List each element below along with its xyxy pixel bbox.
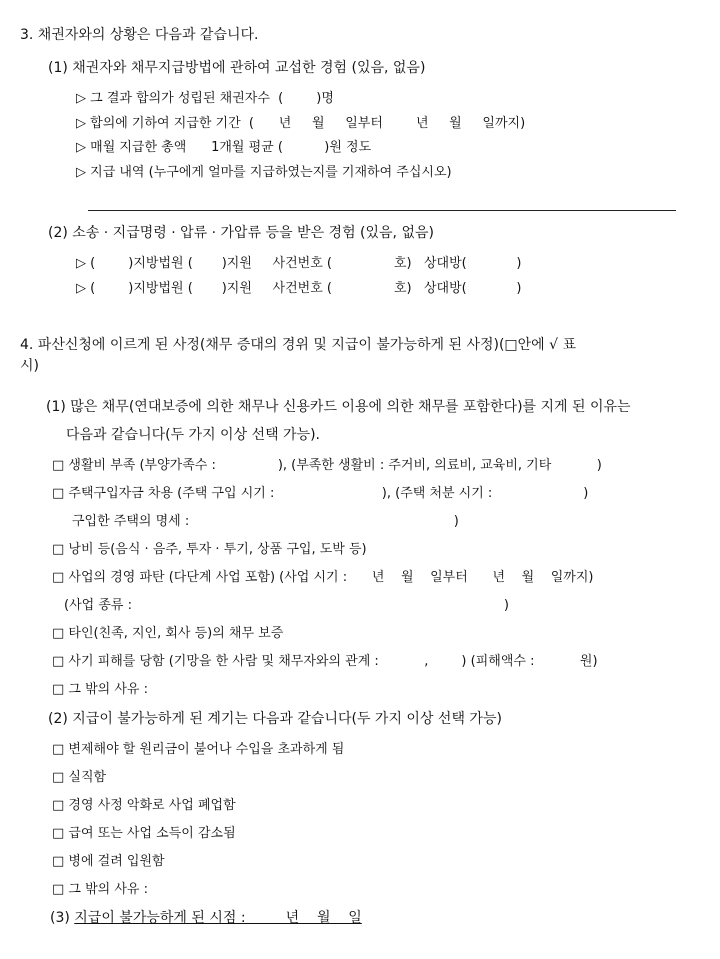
checkbox-item[interactable]: □ 주택구입자금 차용 (주택 구입 시기 : ), (주택 처분 시기 : )	[52, 486, 589, 501]
checkbox-item[interactable]: □ 생활비 부족 (부양가족수 : ), (부족한 생활비 : 주거비, 의료비, 교육비, 기타 )	[52, 458, 602, 473]
checkbox-item[interactable]: □ 그 밖의 사유 :	[52, 882, 148, 897]
q4-2-heading: (2) 지급이 불가능하게 된 계기는 다음과 같습니다(두 가지 이상 선택 가능)	[48, 711, 502, 727]
q3-2-heading: (2) 소송 · 지급명령 · 압류 · 가압류 등을 받은 경험 (있음, 없음)	[48, 225, 434, 241]
q3-2-item: ▷ ( )지방법원 ( )지원 사건번호 ( 호) 상대방( )	[76, 281, 522, 296]
section-4-title: 4. 파산신청에 이르게 된 사정(채무 증대의 경위 및 지급이 불가능하게 된 사정)(□안에 √ 표	[20, 337, 577, 353]
house-detail-line: 구입한 주택의 명세 : )	[72, 514, 459, 529]
checkbox-item[interactable]: □ 사기 피해를 당함 (기망을 한 사람 및 채무자와의 관계 : , ) (피해액수 : 원)	[52, 654, 598, 669]
business-type-line: (사업 종류 : )	[64, 598, 509, 613]
section-4-title-cont: 시)	[20, 358, 39, 374]
section-3-title: 3. 채권자와의 상황은 다음과 같습니다.	[20, 27, 259, 43]
checkbox-item[interactable]: □ 변제해야 할 원리금이 불어나 수입을 초과하게 됨	[52, 742, 345, 757]
q4-1-heading: (1) 많은 채무(연대보증에 의한 채무나 신용카드 이용에 의한 채무를 포함한다)를 지게 된 이유는	[46, 399, 631, 415]
q4-3-text: 지급이 불가능하게 된 시점 : 년 월 일	[74, 910, 362, 926]
q4-3-label: (3)	[50, 910, 75, 926]
q3-2-item: ▷ ( )지방법원 ( )지원 사건번호 ( 호) 상대방( )	[76, 256, 522, 271]
checkbox-item[interactable]: □ 타인(친족, 지인, 회사 등)의 채무 보증	[52, 626, 284, 641]
q4-1-heading-cont: 다음과 같습니다(두 가지 이상 선택 가능).	[66, 427, 321, 443]
checkbox-item[interactable]: □ 급여 또는 사업 소득이 감소됨	[52, 826, 236, 841]
q3-1-item: ▷ 지급 내역 (누구에게 얼마를 지급하였는지를 기재하여 주십시오)	[76, 165, 452, 180]
q3-1-item: ▷ 합의에 기하여 지급한 기간 ( 년 월 일부터 년 월 일까지)	[76, 116, 526, 131]
checkbox-item[interactable]: □ 그 밖의 사유 :	[52, 682, 148, 697]
checkbox-item[interactable]: □ 경영 사정 악화로 사업 폐업함	[52, 798, 236, 813]
checkbox-item[interactable]: □ 병에 걸려 입원함	[52, 854, 165, 869]
checkbox-item[interactable]: □ 낭비 등(음식 · 음주, 투자 · 투기, 상품 구입, 도박 등)	[52, 542, 367, 557]
q3-1-item: ▷ 매월 지급한 총액 1개월 평균 ( )원 정도	[76, 140, 372, 155]
q4-3-line	[50, 908, 362, 928]
checkbox-item[interactable]: □ 실직함	[52, 770, 107, 785]
q3-1-heading: (1) 채권자와 채무지급방법에 관하여 교섭한 경험 (있음, 없음)	[48, 60, 426, 76]
q3-1-item: ▷ 그 결과 합의가 성립된 채권자수 ( )명	[76, 91, 334, 106]
payment-details-line	[88, 210, 676, 211]
checkbox-item[interactable]: □ 사업의 경영 파탄 (다단계 사업 포함) (사업 시기 : 년 월 일부터 년 월 일까지)	[52, 570, 594, 585]
